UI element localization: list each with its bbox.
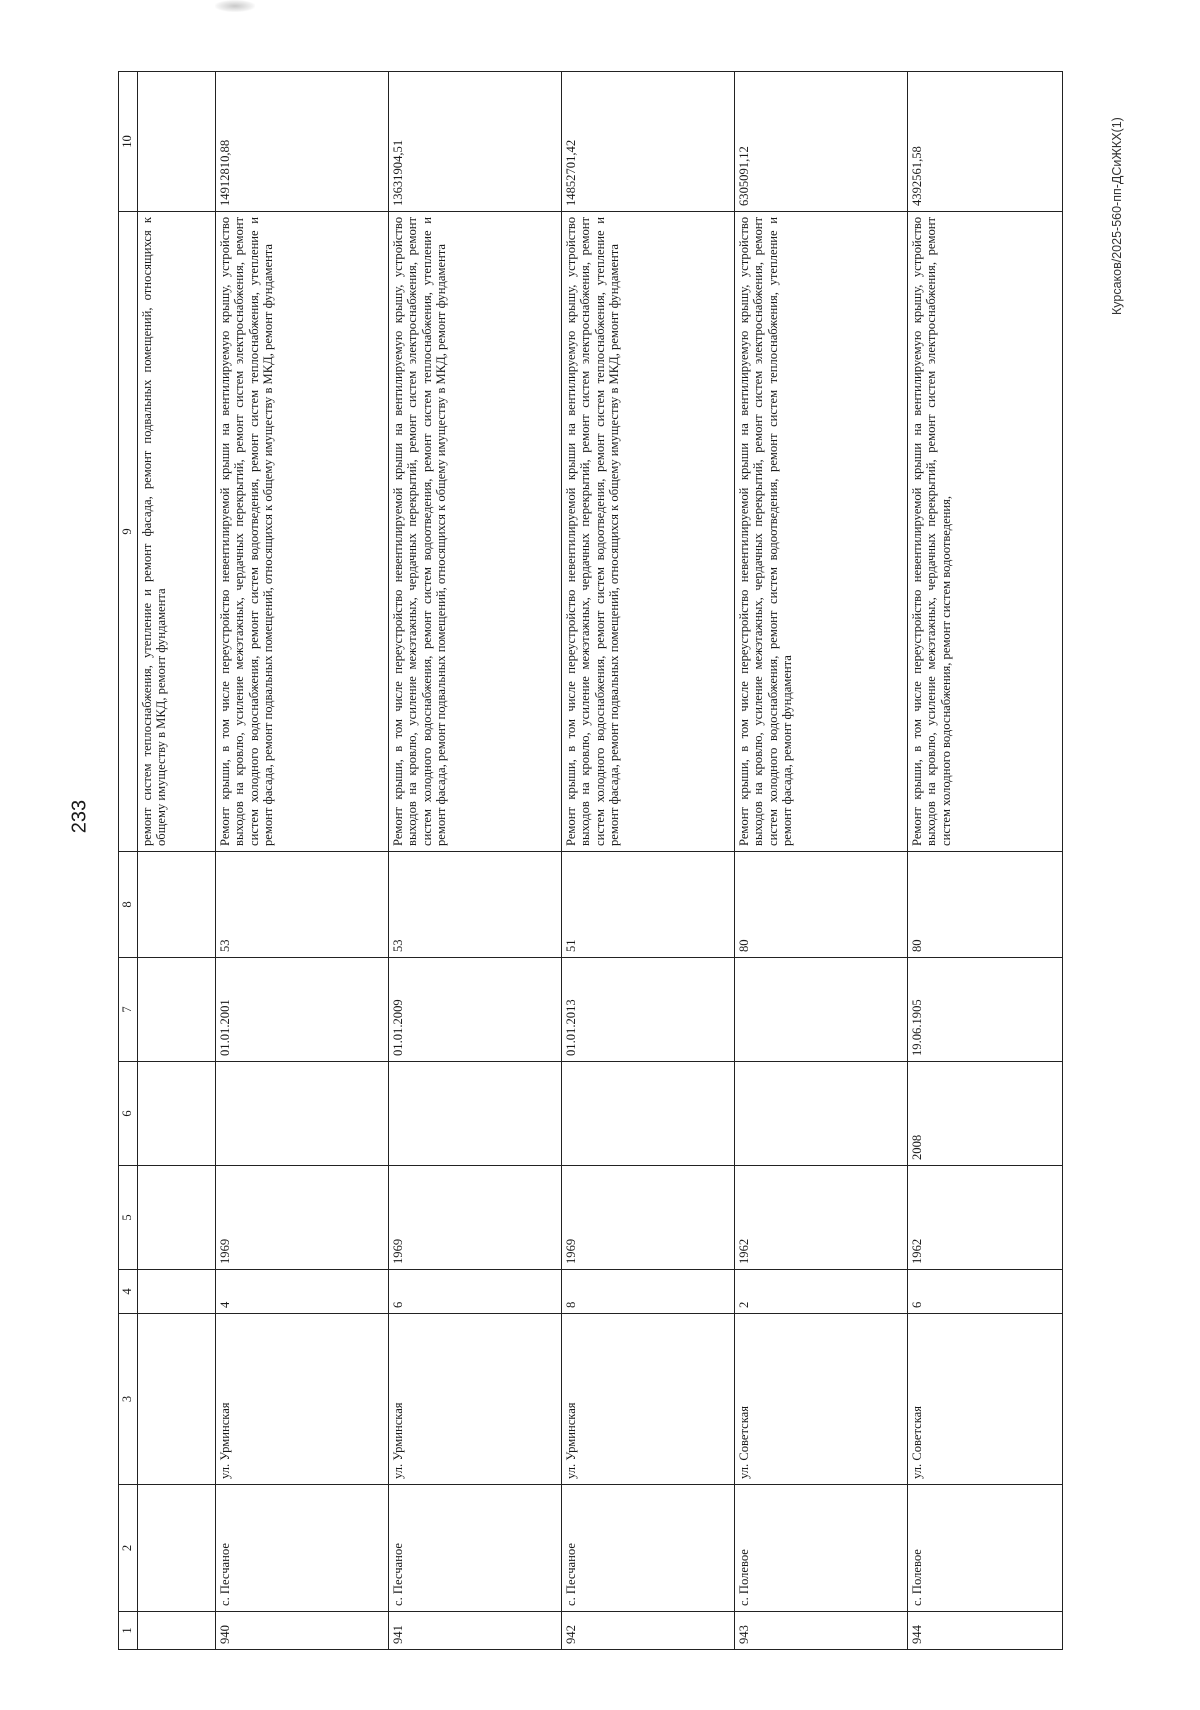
- wear-percent: 51: [562, 852, 735, 958]
- cost: 4392561,58: [908, 72, 1063, 212]
- work-description: Ремонт крыши, в том числе переустройство невентилируемой крыши на вентилируемую крышу, устройство выходов на кровлю, усиление межэтажных, чердачных перекрытий, ремонт систем электроснабжения, ремонт систем холодного водоснабжения, ремонт систем водоотведения, ремонт систем теплоснабжения, утепление и ремонт фасада, ремонт подвальных помещений, относящихся к общему имуществу в МКД, ремонт фундамента: [389, 212, 562, 852]
- header-cell: 9: [119, 212, 138, 852]
- settlement: с. Песчаное: [562, 1485, 735, 1612]
- cost: 13631904,51: [389, 72, 562, 212]
- street: ул. Советская: [908, 1314, 1063, 1485]
- table-cell: [138, 1485, 216, 1612]
- cost: 6305091,12: [735, 72, 908, 212]
- street: ул. Советская: [735, 1314, 908, 1485]
- house-number: 6: [389, 1270, 562, 1314]
- header-cell: 6: [119, 1062, 138, 1166]
- table-cell: [138, 852, 216, 958]
- header-cell: 1: [119, 1612, 138, 1650]
- registry-table: [118, 71, 1063, 1650]
- column-6-value: [562, 1062, 735, 1166]
- table-row: [389, 72, 562, 1650]
- street: ул. Урминская: [562, 1314, 735, 1485]
- date: [735, 958, 908, 1062]
- header-cell: 7: [119, 958, 138, 1062]
- table-row: [216, 72, 389, 1650]
- cost: 14852701,42: [562, 72, 735, 212]
- house-number: 4: [216, 1270, 389, 1314]
- page-number: 233: [68, 799, 91, 834]
- header-cell: 8: [119, 852, 138, 958]
- build-year: 1962: [908, 1166, 1063, 1270]
- row-number: 942: [562, 1612, 735, 1650]
- settlement: с. Песчаное: [389, 1485, 562, 1612]
- date: 01.01.2009: [389, 958, 562, 1062]
- document-reference-note: Курсаков/2025-560-пп-ДСиЖКХ(1): [1110, 117, 1124, 315]
- work-description: Ремонт крыши, в том числе переустройство невентилируемой крыши на вентилируемую крышу, устройство выходов на кровлю, усиление межэтажных, чердачных перекрытий, ремонт систем электроснабжения, ремонт систем холодного водоснабжения, ремонт систем водоотведения,: [908, 212, 1063, 852]
- work-description: Ремонт крыши, в том числе переустройство невентилируемой крыши на вентилируемую крышу, устройство выходов на кровлю, усиление межэтажных, чердачных перекрытий, ремонт систем электроснабжения, ремонт систем холодного водоснабжения, ремонт систем водоотведения, ремонт систем теплоснабжения, утепление и ремонт фасада, ремонт фундамента: [735, 212, 908, 852]
- wear-percent: 53: [389, 852, 562, 958]
- street: ул. Урминская: [389, 1314, 562, 1485]
- work-description: Ремонт крыши, в том числе переустройство невентилируемой крыши на вентилируемую крышу, устройство выходов на кровлю, усиление межэтажных, чердачных перекрытий, ремонт систем электроснабжения, ремонт систем холодного водоснабжения, ремонт систем водоотведения, ремонт систем теплоснабжения, утепление и ремонт фасада, ремонт подвальных помещений, относящихся к общему имуществу в МКД, ремонт фундамента: [562, 212, 735, 852]
- house-number: 6: [908, 1270, 1063, 1314]
- settlement: с. Песчаное: [216, 1485, 389, 1612]
- table-row: [735, 72, 908, 1650]
- header-cell: 10: [119, 72, 138, 212]
- header-cell: 3: [119, 1314, 138, 1485]
- date: 01.01.2013: [562, 958, 735, 1062]
- header-row: [119, 72, 138, 1650]
- build-year: 1969: [216, 1166, 389, 1270]
- table-row: [908, 72, 1063, 1650]
- table-cell: [138, 958, 216, 1062]
- wear-percent: 53: [216, 852, 389, 958]
- scan-smudge: [215, 0, 255, 12]
- settlement: с. Полевое: [908, 1485, 1063, 1612]
- column-6-value: [389, 1062, 562, 1166]
- house-number: 2: [735, 1270, 908, 1314]
- row-number: 940: [216, 1612, 389, 1650]
- settlement: с. Полевое: [735, 1485, 908, 1612]
- work-description: Ремонт крыши, в том числе переустройство невентилируемой крыши на вентилируемую крышу, устройство выходов на кровлю, усиление межэтажных, чердачных перекрытий, ремонт систем электроснабжения, ремонт систем холодного водоснабжения, ремонт систем водоотведения, ремонт систем теплоснабжения, утепление и ремонт фасада, ремонт подвальных помещений, относящихся к общему имуществу в МКД, ремонт фундамента: [216, 212, 389, 852]
- header-cell: 2: [119, 1485, 138, 1612]
- house-number: 8: [562, 1270, 735, 1314]
- street: ул. Урминская: [216, 1314, 389, 1485]
- header-cell: 4: [119, 1270, 138, 1314]
- continuation-row: [138, 72, 216, 1650]
- build-year: 1969: [562, 1166, 735, 1270]
- build-year: 1969: [389, 1166, 562, 1270]
- column-6-value: 2008: [908, 1062, 1063, 1166]
- date: 01.01.2001: [216, 958, 389, 1062]
- table-cell: [138, 1612, 216, 1650]
- row-number: 943: [735, 1612, 908, 1650]
- column-6-value: [216, 1062, 389, 1166]
- wear-percent: 80: [908, 852, 1063, 958]
- table-cell: [138, 1062, 216, 1166]
- table-cell: [138, 72, 216, 212]
- table-cell: [138, 1314, 216, 1485]
- row-number: 941: [389, 1612, 562, 1650]
- wear-percent: 80: [735, 852, 908, 958]
- column-6-value: [735, 1062, 908, 1166]
- header-cell: 5: [119, 1166, 138, 1270]
- work-description: ремонт систем теплоснабжения, утепление и ремонт фасада, ремонт подвальных помещений, относящихся к общему имуществу в МКД, ремонт фундамента: [138, 212, 216, 852]
- row-number: 944: [908, 1612, 1063, 1650]
- registry-table-area: [118, 72, 1063, 1650]
- table-row: [562, 72, 735, 1650]
- build-year: 1962: [735, 1166, 908, 1270]
- cost: 14912810,88: [216, 72, 389, 212]
- date: 19.06.1905: [908, 958, 1063, 1062]
- table-cell: [138, 1166, 216, 1270]
- table-cell: [138, 1270, 216, 1314]
